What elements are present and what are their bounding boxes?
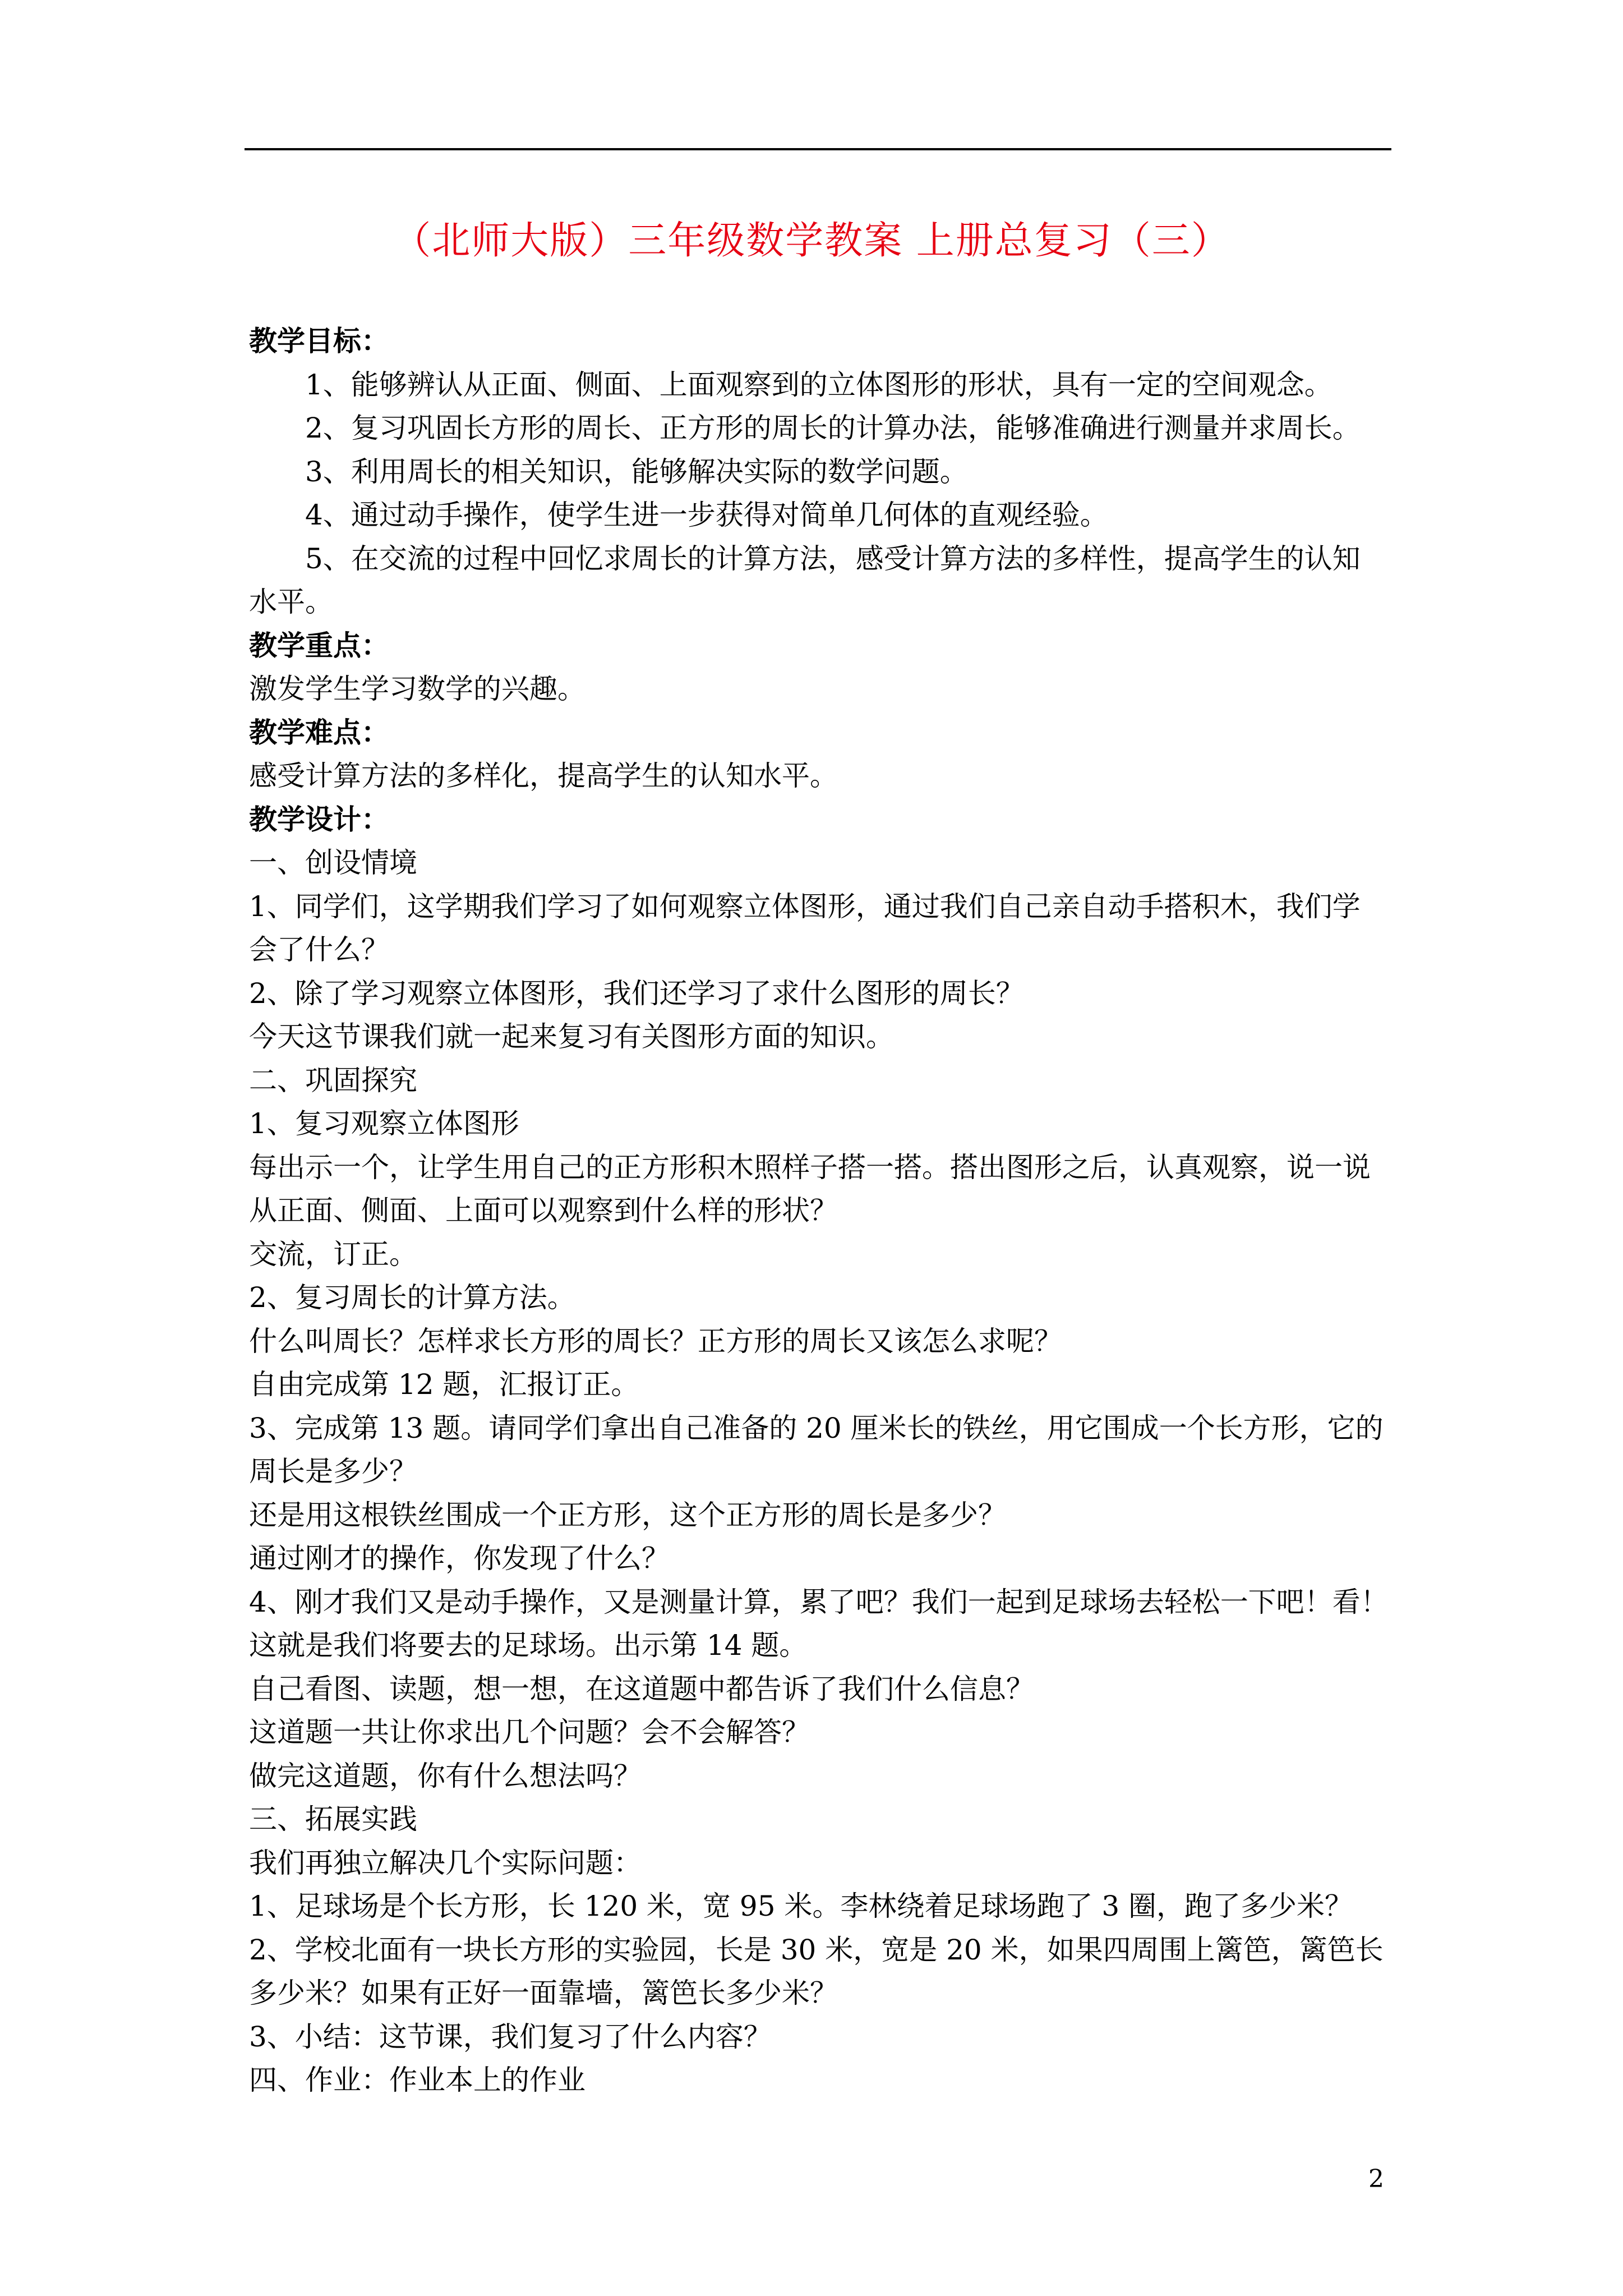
document-body	[249, 320, 1391, 2102]
text-line: 还是用这根铁丝围成一个正方形，这个正方形的周长是多少？	[249, 1498, 1006, 1531]
text-line: 激发学生学习数学的兴趣。	[249, 673, 585, 705]
section-heading: 教学设计：	[249, 803, 389, 836]
text-line: 今天这节课我们就一起来复习有关图形方面的知识。	[249, 1020, 894, 1053]
text-line: 自己看图、读题，想一想，在这道题中都告诉了我们什么信息？	[249, 1672, 1034, 1705]
text-line: 3、完成第 13 题。请同学们拿出自己准备的 20 厘米长的铁丝，用它围成一个长方形，它的	[249, 1411, 1384, 1444]
text-line: 2、除了学习观察立体图形，我们还学习了求什么图形的周长？	[249, 977, 1024, 1010]
text-line: 水平。	[249, 586, 333, 618]
text-line: 什么叫周长？怎样求长方形的周长？正方形的周长又该怎么求呢？	[249, 1324, 1062, 1358]
page-number: 2	[1368, 2165, 1384, 2193]
text-line: 我们再独立解决几个实际问题：	[249, 1846, 642, 1879]
text-line: 1、足球场是个长方形，长 120 米，宽 95 米。李林绕着足球场跑了 3 圈，跑了多少米？	[249, 1890, 1353, 1922]
text-line: 1、复习观察立体图形	[249, 1107, 519, 1140]
text-line: 多少米？如果有正好一面靠墙，篱笆长多少米？	[249, 1977, 838, 2009]
text-line: 从正面、侧面、上面可以观察到什么样的形状？	[249, 1194, 838, 1227]
text-line: 交流，订正。	[249, 1237, 417, 1271]
text-line: 每出示一个，让学生用自己的正方形积木照样子搭一搭。搭出图形之后，认真观察，说一说	[249, 1151, 1371, 1184]
document-title: （北师大版）三年级数学教案 上册总复习（三）	[393, 219, 1230, 263]
text-line: 三、拓展实践	[249, 1803, 417, 1835]
text-line: 感受计算方法的多样化，提高学生的认知水平。	[249, 760, 838, 792]
header-rule	[245, 148, 1391, 150]
text-line: 通过刚才的操作，你发现了什么？	[249, 1542, 670, 1575]
text-line: 这就是我们将要去的足球场。出示第 14 题。	[249, 1629, 808, 1662]
text-line: 会了什么？	[249, 933, 389, 966]
text-line: 做完这道题，你有什么想法吗？	[249, 1759, 642, 1792]
text-line: 1、能够辨认从正面、侧面、上面观察到的立体图形的形状，具有一定的空间观念。	[305, 368, 1332, 401]
text-line: 周长是多少？	[249, 1455, 417, 1488]
text-line: 2、复习周长的计算方法。	[249, 1281, 575, 1314]
section-heading: 教学目标：	[249, 325, 389, 357]
text-line: 3、利用周长的相关知识，能够解决实际的数学问题。	[305, 455, 968, 488]
text-line: 这道题一共让你求出几个问题？会不会解答？	[249, 1716, 810, 1749]
text-line: 5、在交流的过程中回忆求周长的计算方法，感受计算方法的多样性，提高学生的认知	[305, 542, 1361, 575]
text-line: 3、小结：这节课，我们复习了什么内容？	[249, 2020, 772, 2053]
section-heading: 教学难点：	[249, 716, 389, 749]
text-line: 2、学校北面有一块长方形的实验园，长是 30 米，宽是 20 米，如果四周围上篱笆，篱笆长	[249, 1933, 1384, 1966]
text-line: 四、作业：作业本上的作业	[249, 2064, 585, 2096]
text-line: 自由完成第 12 题，汇报订正。	[249, 1368, 639, 1401]
text-line: 2、复习巩固长方形的周长、正方形的周长的计算办法，能够准确进行测量并求周长。	[305, 412, 1361, 444]
section-heading: 教学重点：	[249, 629, 389, 662]
text-line: 一、创设情境	[249, 846, 417, 879]
text-line: 二、巩固探究	[249, 1064, 417, 1097]
text-line: 4、刚才我们又是动手操作，又是测量计算，累了吧？我们一起到足球场去轻松一下吧！看！	[249, 1585, 1389, 1618]
text-line: 1、同学们，这学期我们学习了如何观察立体图形，通过我们自己亲自动手搭积木，我们学	[249, 890, 1361, 923]
text-line: 4、通过动手操作，使学生进一步获得对简单几何体的直观经验。	[305, 499, 1108, 531]
